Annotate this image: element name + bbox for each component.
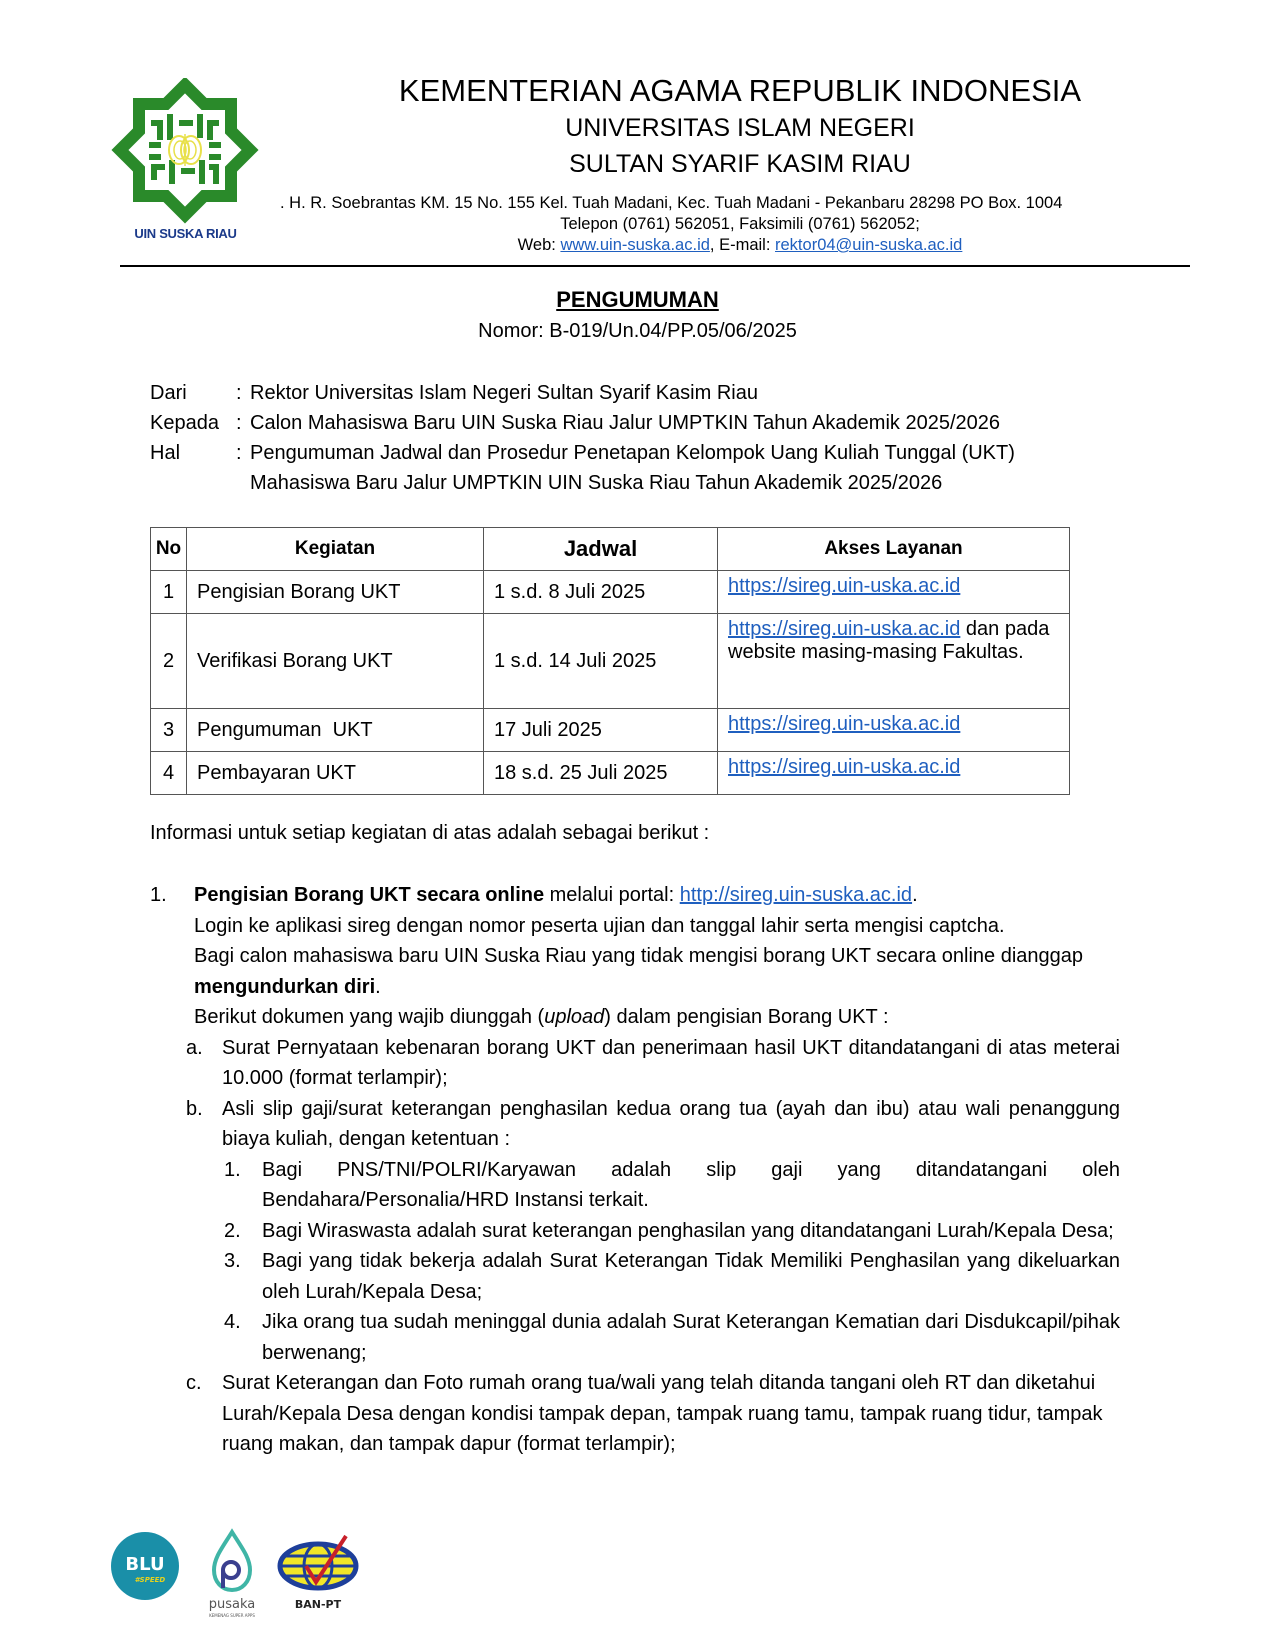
warning-end: .: [375, 975, 381, 998]
docs-italic: upload: [544, 1006, 605, 1028]
address: . H. R. Soebrantas KM. 15 No. 155 Kel. Tuah Madani, Kec. Tuah Madani - Pekanbaru 28298 PO Box. 1004: [280, 194, 1063, 212]
ministry-name: KEMENTERIAN AGAMA REPUBLIK INDONESIA: [398, 73, 1082, 108]
phone-fax: Telepon (0761) 562051, Faksimili (0761) 562052;: [560, 215, 920, 233]
cell-kegiatan: Pengumuman UKT: [187, 709, 484, 752]
meta-value: Rektor Universitas Islam Negeri Sultan Syarif Kasim Riau: [250, 382, 758, 404]
uin-star-emblem-icon: [108, 78, 263, 226]
meta-value: Pengumuman Jadwal dan Prosedur Penetapan Kelompok Uang Kuliah Tunggal (UKT): [250, 442, 1015, 464]
subitem-number: 4.: [224, 1311, 241, 1333]
meta-label: Dari: [150, 382, 187, 404]
portal-end: .: [912, 884, 918, 906]
b-subitem-4: [224, 1307, 1120, 1368]
b-subitem-3: [224, 1246, 1120, 1307]
b-subitem-2: [224, 1216, 1120, 1247]
university-name-line1: UNIVERSITAS ISLAM NEGERI: [565, 114, 915, 142]
section-1-bold-title: Pengisian Borang UKT secara online: [194, 884, 545, 906]
blu-sub: #SPEED: [134, 1576, 166, 1584]
table-row: [151, 614, 1070, 709]
item-text: Surat Keterangan dan Foto rumah orang tua/wali yang telah ditanda tangani oleh RT dan diketahui Lurah/Kepala Desa dengan kondisi tampak depan, tampak ruang tamu, tampak ruang tidur, tampak ruang makan, dan tampak dapur (format terlampir);: [222, 1372, 1103, 1455]
letterhead-titles: [280, 72, 1200, 182]
sireg-link[interactable]: https://sireg.uin-uska.ac.id: [728, 575, 961, 597]
sireg-link[interactable]: https://sireg.uin-uska.ac.id: [728, 713, 961, 735]
cell-no: 1: [151, 571, 187, 614]
website-link[interactable]: www.uin-suska.ac.id: [560, 236, 710, 254]
email-label: , E-mail:: [709, 236, 776, 254]
cell-no: 4: [151, 752, 187, 795]
logo-caption: UIN SUSKA RIAU: [134, 226, 237, 241]
letter-meta: [150, 378, 1150, 498]
blu-speed-logo-icon: [111, 1532, 179, 1600]
cell-no: 2: [151, 614, 187, 709]
cell-akses: [718, 571, 1070, 614]
section-1-title-line: [194, 880, 1120, 911]
meta-colon: [236, 468, 250, 498]
withdrawal-warning: [194, 941, 1120, 1002]
cell-akses: [718, 752, 1070, 795]
web-email: [280, 235, 1200, 256]
footer-logo-strip: [110, 1528, 390, 1628]
meta-label: Hal: [150, 442, 181, 464]
header-akses: Akses Layanan: [718, 528, 1070, 571]
blu-text: BLU: [125, 1554, 165, 1575]
item-text: Surat Pernyataan kebenaran borang UKT dan penerimaan hasil UKT ditandatangani di atas meterai 10.000 (format terlampir);: [222, 1036, 1120, 1089]
cell-kegiatan: Pembayaran UKT: [187, 752, 484, 795]
cell-no: 3: [151, 709, 187, 752]
docs-post: ) dalam pengisian Borang UKT :: [604, 1006, 889, 1028]
doc-item-b: [186, 1094, 1120, 1155]
subitem-text: Jika orang tua sudah meninggal dunia adalah Surat Keterangan Kematian dari Disdukcapil/pihak berwenang;: [262, 1311, 1120, 1364]
announcement-title: PENGUMUMAN: [556, 287, 719, 312]
cell-jadwal: 18 s.d. 25 Juli 2025: [484, 752, 718, 795]
docs-pre: Berikut dokumen yang wajib diunggah (: [194, 1006, 545, 1028]
item-letter: b.: [186, 1097, 203, 1120]
meta-colon: :: [236, 442, 242, 464]
university-name-line2: SULTAN SYARIF KASIM RIAU: [569, 150, 911, 178]
cell-jadwal: 1 s.d. 14 Juli 2025: [484, 614, 718, 709]
footer-logos: [110, 1528, 390, 1628]
pusaka-logo-icon: [209, 1532, 256, 1618]
pusaka-sub: KEMENAG SUPER APPS: [209, 1613, 255, 1618]
ban-pt-logo-icon: [280, 1536, 356, 1611]
table-row: [151, 571, 1070, 614]
warning-bold: mengundurkan diri: [194, 975, 376, 998]
table-row: [151, 709, 1070, 752]
sireg-link[interactable]: https://sireg.uin-uska.ac.id: [728, 618, 961, 640]
subitem-text: Bagi Wiraswasta adalah surat keterangan penghasilan yang ditandatangani Lurah/Kepala Desa;: [262, 1219, 1114, 1242]
cell-kegiatan: Verifikasi Borang UKT: [187, 614, 484, 709]
cell-kegiatan: Pengisian Borang UKT: [187, 571, 484, 614]
section-number: 1.: [150, 884, 167, 906]
meta-label: Kepada: [150, 412, 219, 434]
header-jadwal: Jadwal: [484, 528, 718, 571]
meta-value: Mahasiswa Baru Jalur UMPTKIN UIN Suska Riau Tahun Akademik 2025/2026: [250, 472, 943, 494]
meta-from: [150, 378, 1150, 408]
subitem-text: Bagi PNS/TNI/POLRI/Karyawan adalah slip gaji yang ditandatangani oleh Bendahara/Personalia/HRD Instansi terkait.: [262, 1158, 1120, 1211]
portal-link[interactable]: http://sireg.uin-suska.ac.id: [679, 884, 913, 906]
announcement-number: Nomor: B-019/Un.04/PP.05/06/2025: [478, 320, 797, 342]
cell-akses: [718, 709, 1070, 752]
subitem-number: 1.: [224, 1158, 241, 1181]
cell-akses: [718, 614, 1070, 709]
schedule-table: [150, 527, 1070, 795]
pusaka-text: pusaka: [208, 1597, 256, 1612]
item-text: Asli slip gaji/surat keterangan penghasilan kedua orang tua (ayah dan ibu) atau wali penanggung biaya kuliah, dengan ketentuan :: [222, 1097, 1120, 1150]
subitem-text: Bagi yang tidak bekerja adalah Surat Keterangan Tidak Memiliki Penghasilan yang dikeluarkan oleh Lurah/Kepala Desa;: [262, 1250, 1120, 1303]
ban-pt-text: BAN-PT: [294, 1598, 342, 1611]
info-intro: Informasi untuk setiap kegiatan di atas adalah sebagai berikut :: [150, 822, 710, 844]
item-letter: c.: [186, 1372, 202, 1394]
table-header-row: [151, 528, 1070, 571]
subitem-number: 2.: [224, 1219, 241, 1242]
header-kegiatan: Kegiatan: [187, 528, 484, 571]
meta-to: [150, 408, 1150, 438]
warning-text: Bagi calon mahasiswa baru UIN Suska Riau yang tidak mengisi borang UKT secara online dianggap: [194, 945, 1084, 967]
meta-colon: :: [236, 382, 242, 404]
portal-text: melalui portal:: [544, 884, 680, 906]
letterhead-divider: [120, 265, 1190, 267]
meta-value: Calon Mahasiswa Baru UIN Suska Riau Jalur UMPTKIN Tahun Akademik 2025/2026: [250, 412, 1000, 434]
b-subitem-1: [224, 1155, 1120, 1216]
sireg-link[interactable]: https://sireg.uin-uska.ac.id: [728, 756, 961, 778]
uin-suska-logo: [108, 78, 263, 248]
procedure-section: [150, 880, 1120, 1460]
meta-subject: [150, 438, 1150, 468]
subitem-number: 3.: [224, 1250, 241, 1272]
login-instructions: Login ke aplikasi sireg dengan nomor peserta ujian dan tanggal lahir serta mengisi captcha.: [194, 914, 1005, 937]
email-link[interactable]: rektor04@uin-suska.ac.id: [775, 236, 963, 254]
akses-extra-text: dan pada website masing-masing Fakultas.: [728, 618, 1050, 663]
table-row: [151, 752, 1070, 795]
meta-label: [150, 468, 236, 498]
section-1-heading: [150, 880, 1120, 911]
meta-subject-cont: [150, 468, 1150, 498]
upload-docs-intro: [194, 1002, 1120, 1033]
meta-colon: :: [236, 412, 242, 434]
doc-item-c: [186, 1368, 1120, 1460]
cell-jadwal: 1 s.d. 8 Juli 2025: [484, 571, 718, 614]
doc-item-a: [186, 1033, 1120, 1094]
item-letter: a.: [186, 1036, 203, 1059]
header-no: No: [151, 528, 187, 571]
cell-jadwal: 17 Juli 2025: [484, 709, 718, 752]
web-label: Web:: [517, 236, 561, 254]
